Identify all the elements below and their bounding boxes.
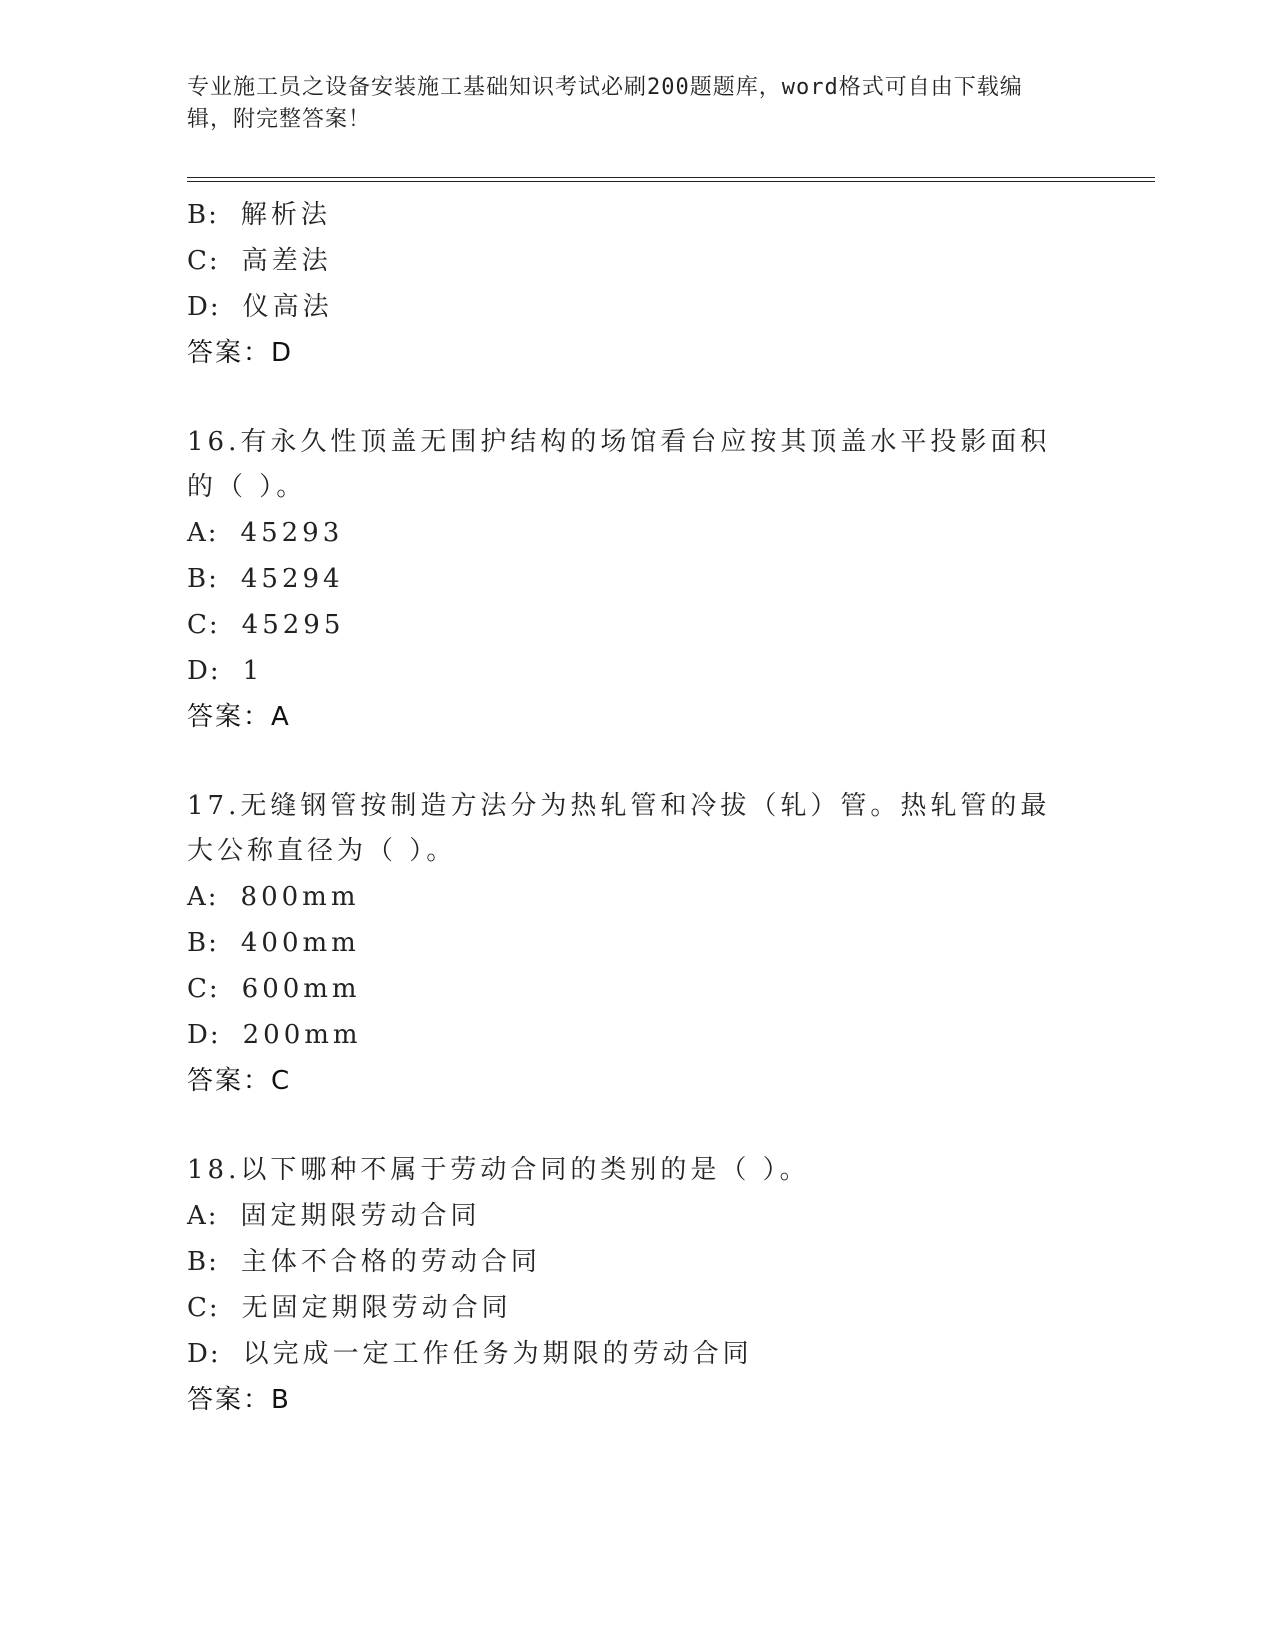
spacer xyxy=(187,740,1087,784)
question-stem: 17.无缝钢管按制造方法分为热轧管和冷拔（轧）管。热轧管的最大公称直径为（ ）。 xyxy=(187,791,1051,866)
option-c: C: 高差法 xyxy=(187,246,332,276)
option-d: D: 仪高法 xyxy=(187,292,333,322)
header-divider xyxy=(187,177,1155,182)
spacer xyxy=(187,1104,1087,1148)
option-b: B: 解析法 xyxy=(187,200,331,230)
option-b: B: 400mm xyxy=(187,928,360,958)
document-header xyxy=(187,72,1067,136)
document-title: 专业施工员之设备安装施工基础知识考试必刷200题题库，word格式可自由下载编辑，附完整答案！ xyxy=(187,75,1023,132)
option-a: A: 45293 xyxy=(187,518,344,548)
option-d: D: 以完成一定工作任务为期限的劳动合同 xyxy=(187,1339,753,1369)
option-a: A: 固定期限劳动合同 xyxy=(187,1201,481,1231)
spacer xyxy=(187,376,1087,420)
option-c: C: 无固定期限劳动合同 xyxy=(187,1293,512,1323)
option-c: C: 600mm xyxy=(187,974,361,1004)
question-18 xyxy=(187,1148,1087,1423)
option-a: A: 800mm xyxy=(187,882,360,912)
question-16 xyxy=(187,420,1087,740)
question-stem: 16.有永久性顶盖无围护结构的场馆看台应按其顶盖水平投影面积的（ ）。 xyxy=(187,427,1051,502)
question-17 xyxy=(187,784,1087,1104)
option-c: C: 45295 xyxy=(187,610,345,640)
option-b: B: 45294 xyxy=(187,564,344,594)
question-continued xyxy=(187,192,1087,376)
question-stem: 18.以下哪种不属于劳动合同的类别的是（ ）。 xyxy=(187,1155,810,1185)
option-d: D: 1 xyxy=(187,656,264,686)
answer: 答案：A xyxy=(187,702,291,732)
answer: 答案：B xyxy=(187,1385,291,1415)
option-d: D: 200mm xyxy=(187,1020,362,1050)
option-b: B: 主体不合格的劳动合同 xyxy=(187,1247,541,1277)
question-list xyxy=(187,192,1087,1423)
answer: 答案：D xyxy=(187,338,294,368)
answer: 答案：C xyxy=(187,1066,292,1096)
